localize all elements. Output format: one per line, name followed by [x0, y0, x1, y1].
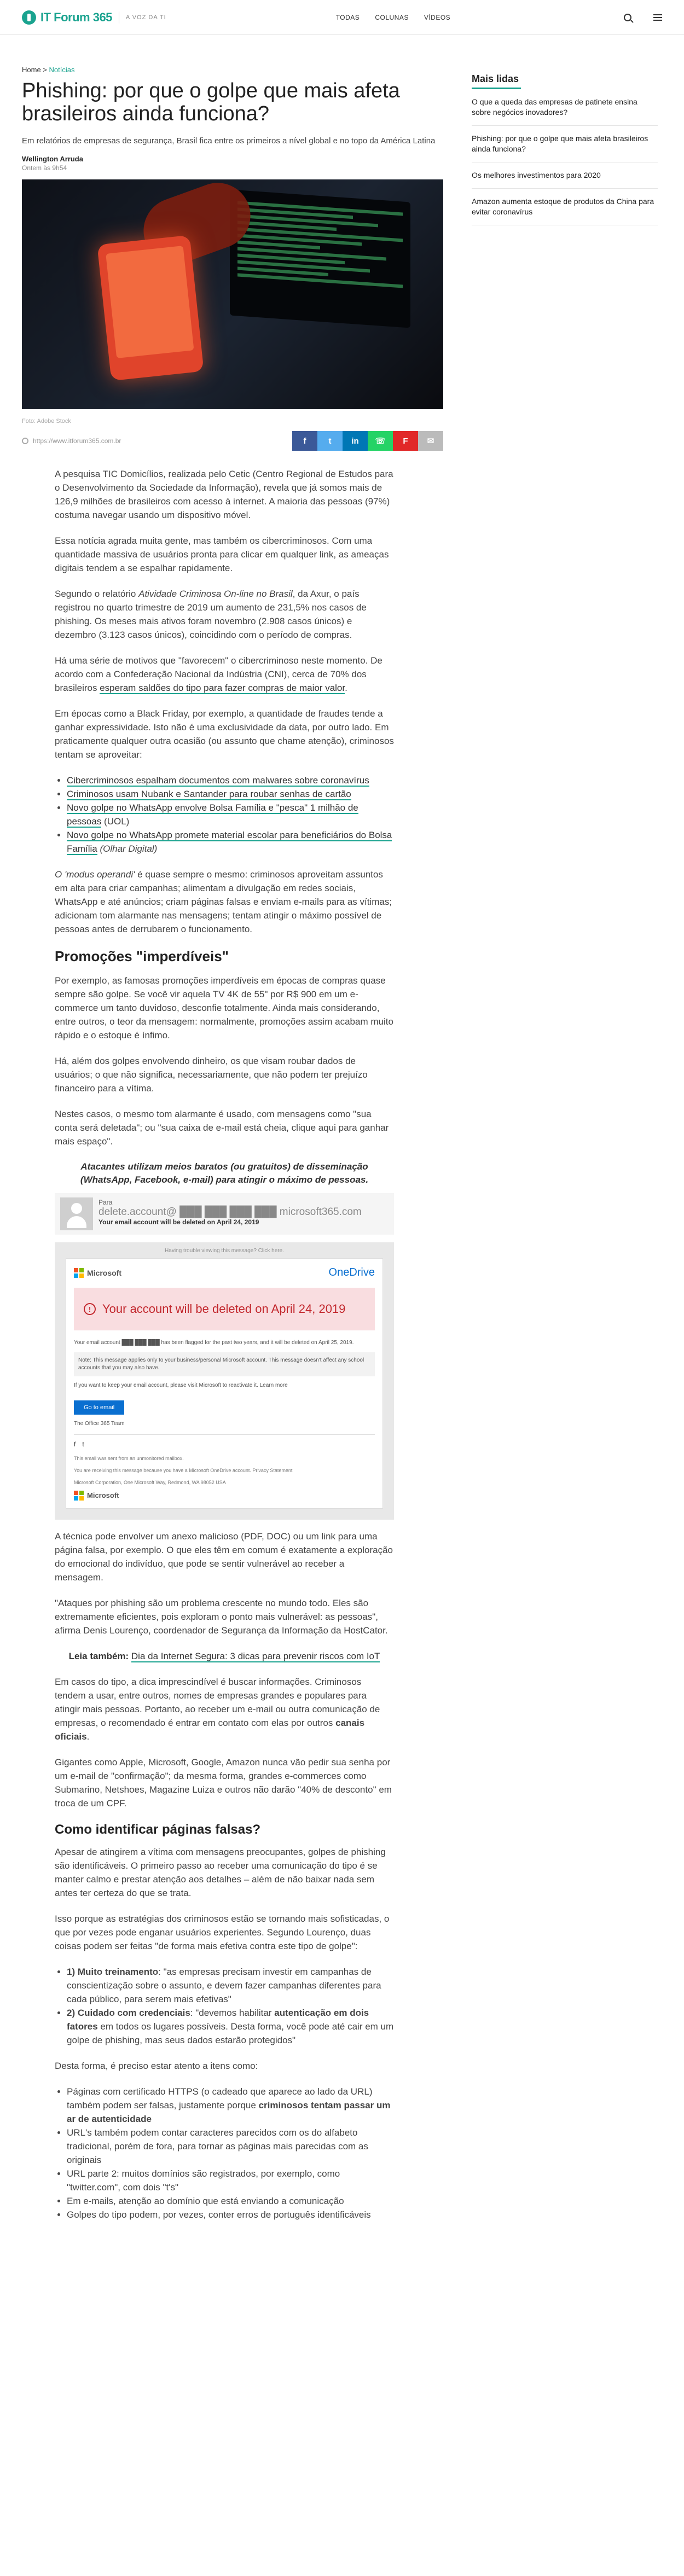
email-header-screenshot	[55, 1193, 394, 1235]
flipboard-share-button[interactable]	[393, 431, 418, 451]
page-content	[0, 35, 684, 2234]
article-body	[22, 467, 443, 2222]
breadcrumb-home[interactable]: Home	[22, 66, 41, 74]
twitter-icon[interactable]: t	[82, 1440, 84, 1448]
tip-text: : "devemos habilitar	[190, 2008, 275, 2018]
main-nav	[336, 14, 451, 21]
email-signoff: The Office 365 Team	[74, 1421, 125, 1427]
sidebar-item[interactable]: O que a queda das empresas de patinete ensina sobre negócios inovadores?	[472, 89, 658, 126]
footer-line: Microsoft Corporation, One Microsoft Way, Redmond, WA 98052 USA	[74, 1480, 226, 1485]
paragraph	[55, 654, 394, 695]
inline-link[interactable]: esperam saldões do tipo para fazer compras de maior valor	[100, 683, 345, 693]
tip-title: 2) Cuidado com credenciais	[67, 2008, 190, 2018]
email-from: delete.account@ ███ ███ ███ ███ microsoft365.com	[98, 1206, 362, 1218]
nav-item-colunas[interactable]: COLUNAS	[375, 13, 409, 21]
whatsapp-share-button[interactable]	[368, 431, 393, 451]
brand-name: Microsoft	[87, 1268, 121, 1277]
footer-line: You are receiving this message because you have a Microsoft OneDrive account. Privacy Statement	[74, 1468, 293, 1473]
sidebar	[472, 35, 658, 2234]
hero-laptop-screen	[230, 189, 410, 328]
email-to-label: Para	[98, 1199, 113, 1206]
list-item	[67, 2085, 394, 2126]
brand-name: Microsoft	[87, 1491, 119, 1499]
list-item	[67, 1965, 394, 2006]
report-name: Atividade Criminosa On-line no Brasil	[138, 589, 293, 599]
email-card	[66, 1258, 383, 1509]
microsoft-logo-icon	[74, 1268, 84, 1278]
sidebar-title: Mais lidas	[472, 73, 658, 89]
footer-line: This email was sent from an unmonitored mailbox.	[74, 1456, 184, 1461]
whatsapp-icon: ☏	[375, 437, 386, 446]
tagline: A VOZ DA TI	[125, 14, 166, 21]
list-item	[67, 828, 394, 856]
text-run: Páginas com certificado HTTPS (o cadeado que aparece ao lado da URL) também podem ser falsas, justamente porque	[67, 2086, 373, 2110]
text-run: Há uma série de motivos que "favorecem" o cibercriminoso neste momento. De acordo com a Confederação Nacional da Indústria (CNI), cerca de 70% dos brasileiros	[55, 655, 382, 693]
text-emphasis: O 'modus operandi'	[55, 869, 135, 880]
list-item: • URL parte 2: muitos domínios são registrados, por exemplo, como "twitter.com", com dois "t's"	[67, 2167, 394, 2194]
linkedin-icon: in	[351, 436, 359, 446]
link-source: (UOL)	[101, 816, 130, 827]
article-subtitle: Em relatórios de empresas de segurança, Brasil fica entre os primeiros a nível global e no topo da América Latina	[22, 136, 436, 146]
search-icon[interactable]	[624, 14, 631, 21]
go-to-email-button[interactable]: Go to email	[74, 1400, 124, 1415]
warning-icon: !	[84, 1303, 96, 1315]
read-also	[55, 1649, 394, 1663]
paragraph	[55, 868, 394, 936]
text-strong: canais oficiais	[55, 1718, 365, 1742]
related-link[interactable]: Criminosos usam Nubank e Santander para roubar senhas de cartão	[67, 789, 351, 799]
checklist	[67, 2085, 394, 2222]
image-caption: Foto: Adobe Stock	[22, 418, 71, 425]
section-heading: Promoções "imperdíveis"	[55, 948, 229, 964]
list-item: • URL's também podem contar caracteres parecidos com os do alfabeto tradicional, porém de fora, para tornar as páginas mais parecidas com as originais	[67, 2126, 394, 2167]
alert-box	[74, 1288, 375, 1330]
microsoft-logo	[74, 1268, 121, 1278]
paragraph: Isso porque as estratégias dos criminosos estão se tornando mais sofisticadas, o que por vezes pode enganar usuários experientes. Segundo Lourenço, duas coisas podem ser feitas "de forma mais efetiva contra este tipo de golpe":	[55, 1914, 390, 1951]
flipboard-icon: F	[403, 436, 408, 446]
paragraph	[55, 1675, 394, 1743]
paragraph: "Ataques por phishing são um problema crescente no mundo todo. Eles são extremamente eficientes, pois exploram o ponto mais vulnerável: as pessoas", afirma Denis Lourenço, coordenador de Segurança da Informação da HostCator.	[55, 1598, 388, 1636]
email-subject: Your email account will be deleted on April 24, 2019	[98, 1218, 259, 1226]
article-author[interactable]: Wellington Arruda	[22, 155, 83, 163]
tips-list	[67, 1965, 394, 2047]
sidebar-item[interactable]: Os melhores investimentos para 2020	[472, 162, 658, 189]
read-also-label: Leia também:	[68, 1651, 131, 1661]
avatar	[60, 1197, 93, 1230]
related-link[interactable]: Cibercriminosos espalham documentos com malwares sobre coronavírus	[67, 775, 369, 786]
paragraph: Nestes casos, o mesmo tom alarmante é usado, com mensagens como "sua conta será deletada"; ou "sua caixa de e-mail está cheia, clique aqui para ganhar mais espaço".	[55, 1109, 389, 1147]
menu-icon[interactable]	[653, 14, 662, 21]
share-url-text: https://www.itforum365.com.br	[33, 437, 121, 445]
microsoft-footer-logo	[74, 1491, 375, 1501]
linkedin-share-button[interactable]	[343, 431, 368, 451]
microsoft-logo-icon	[74, 1491, 84, 1501]
paragraph: Apesar de atingirem a vítima com mensagens preocupantes, golpes de phishing são identificáveis. O primeiro passo ao receber uma comunicação do tipo é se manter calmo e prestar atenção aos detalhes – além de não baixar nada sem antes ter certeza do que se trata.	[55, 1847, 386, 1898]
tip-title: 1) Muito treinamento	[67, 1967, 159, 1977]
text-run: é quase sempre o mesmo: criminosos aproveitam assuntos em alta para criar campanhas; alimentam a divulgação em redes sociais, WhatsApp e até anúncios; criam páginas falsas e enviam e-mails para as vítimas; adicionam tom alarmante nas mensagens; tentam atingir o máximo possível de pessoas antes de derrubarem o funcionamento.	[55, 869, 392, 934]
article-date: Ontem às 9h54	[22, 164, 67, 172]
paragraph: Por exemplo, as famosas promoções imperdíveis em épocas de compras quase sempre são golpe. Se você vir aquela TV 4K de 55" por R$ 900 em um e-commerce um tanto duvidoso, desconfie totalmente. Ainda mais considerando, entre outros, o teor da mensagem: normalmente, promoções assim acabam muito rápido e o estoque é ínfimo.	[55, 975, 393, 1040]
alert-text: Your account will be deleted on April 24, 2019	[102, 1302, 346, 1316]
list-item	[67, 2006, 394, 2047]
hero-image	[22, 179, 443, 409]
share-buttons	[292, 431, 443, 451]
read-also-link[interactable]: Dia da Internet Segura: 3 dicas para prevenir riscos com IoT	[131, 1651, 380, 1661]
breadcrumb-separator: >	[40, 66, 49, 74]
top-bar	[0, 0, 684, 35]
pull-quote: Atacantes utilizam meios baratos (ou gratuitos) de disseminação (WhatsApp, Facebook, e-mail) para atingir o máximo de pessoas.	[80, 1161, 369, 1185]
paragraph: Há, além dos golpes envolvendo dinheiro, os que visam roubar dados de usuários; o que não significa, necessariamente, que não podem ter prejuízo financeiro para a vítima.	[55, 1056, 368, 1094]
related-link[interactable]: Novo golpe no WhatsApp envolve Bolsa Família e "pesca" 1 milhão de pessoas	[67, 803, 358, 827]
paragraph: Gigantes como Apple, Microsoft, Google, Amazon nunca vão pedir sua senha por um e-mail de "confirmação"; da mesma forma, grandes e-commerces como Submarino, Netshoes, Magazine Luiza e outros não darão "40% de desconto" em troca de um CPF.	[55, 1757, 392, 1809]
article-title: Phishing: por que o golpe que mais afeta brasileiros ainda funciona?	[22, 79, 400, 125]
hero-phone	[97, 235, 204, 381]
paragraph: Em épocas como a Black Friday, por exemplo, a quantidade de fraudes tende a ganhar expressividade. Isto não é uma exclusividade da data, por outro lado. Em praticamente qualquer outra ocasião (ou assunto que chame atenção), criminosos tentam se aproveitar:	[55, 708, 394, 760]
email-paragraph: Your email account ███ ███ ███ has been flagged for the past two years, and it will be deleted on April 25, 2019.	[74, 1340, 354, 1346]
text-run: .	[345, 683, 347, 693]
text-run: , da Axur, o país registrou no quarto trimestre de 2019 um aumento de 231,5% nos casos de phishing. Os meses mais ativos foram novembro (2.908 casos únicos) e dezembro (3.123 casos únicos), coincidindo com o período de compras.	[55, 589, 367, 640]
related-link[interactable]: Novo golpe no WhatsApp promete material escolar para beneficiários do Bolsa Família	[67, 830, 392, 854]
paragraph: Essa notícia agrada muita gente, mas também os cibercriminosos. Com uma quantidade massiva de usuários pronta para clicar em qualquer link, as ameaças digitais tendem a se espalhar rapidamente.	[55, 536, 389, 573]
nav-item-videos[interactable]: VÍDEOS	[424, 13, 451, 21]
email-body	[74, 1339, 375, 1428]
email-note: Note: This message applies only to your business/personal Microsoft account. This message doesn't affect any school accounts that you may also have.	[74, 1352, 375, 1376]
text-run: Segundo o relatório	[55, 589, 139, 599]
logo-text: IT Forum 365	[40, 10, 112, 24]
list-item	[67, 787, 394, 801]
email-footer	[74, 1434, 375, 1501]
related-links-list	[67, 774, 394, 856]
top-actions	[624, 14, 662, 21]
section-heading: Como identificar páginas falsas?	[55, 1822, 261, 1837]
social-links	[74, 1440, 375, 1448]
list-item: • Golpes do tipo podem, por vezes, conter erros de português identificáveis	[67, 2208, 394, 2222]
link-source: (Olhar Digital)	[97, 844, 158, 854]
site-logo[interactable]	[22, 10, 112, 25]
paragraph: Desta forma, é preciso estar atento a itens como:	[55, 2061, 258, 2071]
share-url[interactable]	[22, 437, 121, 445]
email-icon: ✉	[427, 437, 434, 446]
text-run: Em casos do tipo, a dica imprescindível é buscar informações. Criminosos tendem a usar, entre outros, nomes de empresas grandes e populares para atingir mais pessoas. Portanto, ao receber um e-mail ou outra comunicação de empresas, o recomendado é entrar em contato com elas por outros	[55, 1677, 380, 1728]
twitter-icon: t	[328, 436, 332, 446]
share-icon	[22, 438, 28, 444]
phishing-email-screenshot	[55, 1242, 394, 1520]
nav-item-todas[interactable]: TODAS	[335, 13, 360, 21]
facebook-share-button[interactable]	[292, 431, 317, 451]
email-paragraph: If you want to keep your email account, please visit Microsoft to reactivate it. Learn more	[74, 1382, 288, 1388]
email-share-button[interactable]	[418, 431, 443, 451]
onedrive-label: OneDrive	[328, 1266, 375, 1278]
tip-text: em todos os lugares possíveis. Desta forma, você pode até cair em um golpe de phishing, mas seus dados estarão protegidos"	[67, 2021, 394, 2045]
sidebar-item[interactable]: Amazon aumenta estoque de produtos da China para evitar coronavírus	[472, 189, 658, 225]
paragraph: A técnica pode envolver um anexo malicioso (PDF, DOC) ou um link para uma página falsa, por exemplo. O que eles têm em comum é exatamente a exploração do emocional do indivíduo, que pode se sentir vulnerável ao receber a mensagem.	[55, 1531, 393, 1583]
list-item	[67, 801, 394, 828]
text-strong: criminosos tentam passar um ar de autenticidade	[67, 2100, 391, 2124]
email-brand-row	[74, 1266, 375, 1279]
sidebar-item[interactable]: Phishing: por que o golpe que mais afeta brasileiros ainda funciona?	[472, 126, 658, 162]
twitter-share-button[interactable]	[317, 431, 343, 451]
facebook-icon: f	[303, 436, 306, 446]
breadcrumb	[22, 66, 443, 74]
share-row	[22, 431, 443, 451]
text-run: .	[86, 1731, 90, 1742]
paragraph	[55, 587, 394, 642]
email-meta	[98, 1197, 362, 1227]
main-column	[22, 35, 443, 2234]
list-item	[67, 774, 394, 787]
email-help-text: Having trouble viewing this message? Click here.	[165, 1248, 284, 1254]
text-strong: autenticação em dois fatores	[67, 2008, 369, 2032]
paragraph: A pesquisa TIC Domicílios, realizada pelo Cetic (Centro Regional de Estudos para o Desenvolvimento da Sociedade da Informação), revela que já somos mais de 126,9 milhões de brasileiros com acesso à internet. A maioria das pessoas (97%) costuma navegar usando um dispositivo móvel.	[55, 469, 393, 520]
breadcrumb-section[interactable]: Notícias	[49, 66, 75, 74]
facebook-icon[interactable]: f	[74, 1440, 76, 1448]
logo-icon	[22, 10, 36, 25]
tip-text: : "as empresas precisam investir em campanhas de conscientização sobre o assunto, e devem fazer campanhas diferentes para cada público, para serem mais efetivas"	[67, 1967, 381, 2004]
list-item: • Em e-mails, atenção ao domínio que está enviando a comunicação	[67, 2194, 394, 2208]
